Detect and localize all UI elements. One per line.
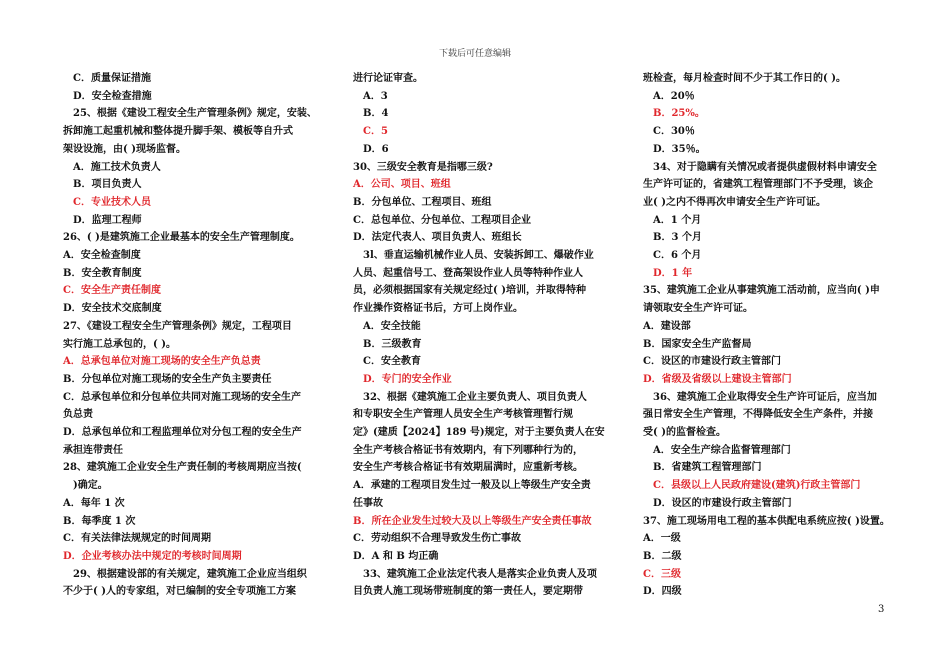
- text-line: B．分包单位对施工现场的安全生产负主要责任: [63, 373, 272, 385]
- text-line: 负总责: [63, 409, 93, 421]
- text-line: A．3: [353, 90, 388, 102]
- text-line: 26、( )是建筑施工企业最基本的安全生产管理制度。: [63, 232, 300, 244]
- text-line: 37、施工现场用电工程的基本供配电系统应按( )设置。: [643, 515, 890, 527]
- text-line: A．安全检查制度: [63, 250, 141, 262]
- text-line: B．二级: [643, 550, 682, 562]
- answer-line: D．专门的安全作业: [353, 373, 452, 385]
- text-line: 30、三级安全教育是指哪三级?: [353, 161, 493, 173]
- text-line: B．3 个月: [643, 232, 702, 244]
- text-line: A．承建的工程项目发生过一般及以上等级生产安全责: [353, 480, 591, 492]
- text-line: D．安全检查措施: [63, 90, 152, 102]
- text-line: A．20％: [643, 90, 695, 102]
- text-line: C．6 个月: [643, 250, 702, 262]
- text-line: 架设设施，由( )现场监督。: [63, 143, 186, 155]
- text-line: C．总承包单位和分包单位共同对施工现场的安全生产: [63, 391, 301, 403]
- text-line: 35、建筑施工企业从事建筑施工活动前，应当向( )申: [643, 285, 880, 297]
- text-line: 定》(建质【2024】189 号)规定，对于主要负责人在安: [353, 427, 605, 439]
- text-line: D．四级: [643, 586, 682, 598]
- text-line: 全生产考核合格证书有效期内，有下列哪种行为的，: [353, 444, 583, 456]
- text-line: A．一级: [643, 533, 681, 545]
- text-line: 27、《建设工程安全生产管理条例》规定，工程项目: [63, 320, 292, 332]
- text-line: C．总包单位、分包单位、工程项目企业: [353, 214, 531, 226]
- text-line: B．4: [353, 108, 389, 120]
- text-line: B．三级教育: [353, 338, 422, 350]
- text-line: 实行施工总承包的，( )。: [63, 338, 176, 350]
- text-line: 业( )之内不得再次申请安全生产许可证。: [643, 196, 826, 208]
- text-line: A．施工技术负责人: [63, 161, 161, 173]
- text-line: 员，必须根据国家有关规定经过( )培训，并取得特种: [353, 285, 586, 297]
- text-line: B．国家安全生产监督局: [643, 338, 752, 350]
- text-line: C．质量保证措施: [63, 73, 151, 84]
- column-right: [643, 70, 893, 601]
- text-line: A．安全技能: [353, 320, 421, 332]
- text-line: D．A 和 B 均正确: [353, 550, 439, 562]
- text-line: 班检查，每月检查时间不少于其工作日的( )。: [643, 73, 846, 84]
- text-line: 生产许可证的，省建筑工程管理部门不予受理，该企: [643, 179, 873, 191]
- text-line: C．设区的市建设行政主管部门: [643, 356, 781, 368]
- text-line: A．每年 1 次: [63, 497, 125, 509]
- answer-line: B．25%。: [643, 108, 705, 120]
- answer-line: A．公司、项目、班组: [353, 179, 451, 191]
- text-line: 作业操作资格证书后，方可上岗作业。: [353, 303, 523, 315]
- text-line: D．法定代表人、项目负责人、班组长: [353, 232, 522, 244]
- text-line: B．分包单位、工程项目、班组: [353, 196, 492, 208]
- text-line: 28、建筑施工企业安全生产责任制的考核周期应当按(: [63, 462, 302, 474]
- text-line: 25、根据《建设工程安全生产管理条例》规定，安装、: [63, 108, 317, 120]
- text-line: 3l、垂直运输机械作业人员、安装拆卸工、爆破作业: [353, 250, 594, 262]
- text-line: 强日常安全生产管理，不得降低安全生产条件，并接: [643, 409, 873, 421]
- text-line: 目负责人施工现场带班制度的第一责任人，要定期带: [353, 586, 583, 598]
- text-line: C．30％: [643, 126, 695, 138]
- text-line: 受( )的监督检查。: [643, 427, 726, 439]
- answer-line: B．所在企业发生过较大及以上等级生产安全责任事故: [353, 515, 592, 527]
- text-line: 安全生产考核合格证书有效期届满时，应重新考核。: [353, 462, 583, 474]
- answer-line: D．1 年: [643, 267, 693, 279]
- column-left: [63, 70, 317, 601]
- text-line: 拆卸施工起重机械和整体提升脚手架、模板等自升式: [63, 126, 293, 138]
- answer-line: C．三级: [643, 568, 681, 580]
- text-line: D．设区的市建设行政主管部门: [643, 497, 792, 509]
- text-line: 34、对于隐瞒有关情况或者提供虚假材料申请安全: [643, 161, 877, 173]
- text-line: 请领取安全生产许可证。: [643, 303, 753, 315]
- text-line: 和专职安全生产管理人员安全生产考核管理暂行规: [353, 409, 573, 421]
- text-line: 36、建筑施工企业取得安全生产许可证后，应当加: [643, 391, 877, 403]
- text-line: 人员、起重信号工、登高架设作业人员等特种作业人: [353, 267, 583, 279]
- text-line: D．35％。: [643, 143, 706, 155]
- text-line: B．每季度 1 次: [63, 515, 136, 527]
- text-line: C．安全教育: [353, 356, 421, 368]
- text-line: C．有关法律法规规定的时间周期: [63, 533, 211, 545]
- text-line: 承担连带责任: [63, 444, 123, 456]
- answer-line: C．5: [353, 126, 388, 138]
- text-line: 32、根据《建筑施工企业主要负责人、项目负责人: [353, 391, 587, 403]
- text-line: 进行论证审查。: [353, 73, 423, 84]
- text-line: A．1 个月: [643, 214, 702, 226]
- text-line: D．监理工程师: [63, 214, 142, 226]
- text-line: 不少于( )人的专家组，对已编制的安全专项施工方案: [63, 586, 296, 598]
- text-line: )确定。: [63, 480, 108, 492]
- page-header: 下载后可任意编辑: [438, 49, 511, 59]
- page-number: 3: [878, 604, 885, 615]
- answer-line: C．专业技术人员: [63, 196, 151, 208]
- text-line: 33、建筑施工企业法定代表人是落实企业负责人及项: [353, 568, 597, 580]
- column-middle: [353, 70, 603, 601]
- text-line: B．项目负责人: [63, 179, 142, 191]
- answer-line: C．县级以上人民政府建设(建筑)行政主管部门: [643, 480, 861, 492]
- answer-line: D．省级及省级以上建设主管部门: [643, 373, 792, 385]
- text-line: B．省建筑工程管理部门: [643, 462, 762, 474]
- text-line: D．总承包单位和工程监理单位对分包工程的安全生产: [63, 427, 302, 439]
- answer-line: C．安全生产责任制度: [63, 285, 161, 297]
- answer-line: A．总承包单位对施工现场的安全生产负总责: [63, 356, 261, 368]
- text-line: D．安全技术交底制度: [63, 303, 162, 315]
- text-line: 任事故: [353, 497, 383, 509]
- text-line: D．6: [353, 143, 389, 155]
- text-line: A．安全生产综合监督管理部门: [643, 444, 791, 456]
- text-line: C．劳动组织不合理导致发生伤亡事故: [353, 533, 521, 545]
- text-line: B．安全教育制度: [63, 267, 142, 279]
- text-line: A．建设部: [643, 320, 691, 332]
- answer-line: D．企业考核办法中规定的考核时间周期: [63, 550, 242, 562]
- text-line: 29、根据建设部的有关规定，建筑施工企业应当组织: [63, 568, 307, 580]
